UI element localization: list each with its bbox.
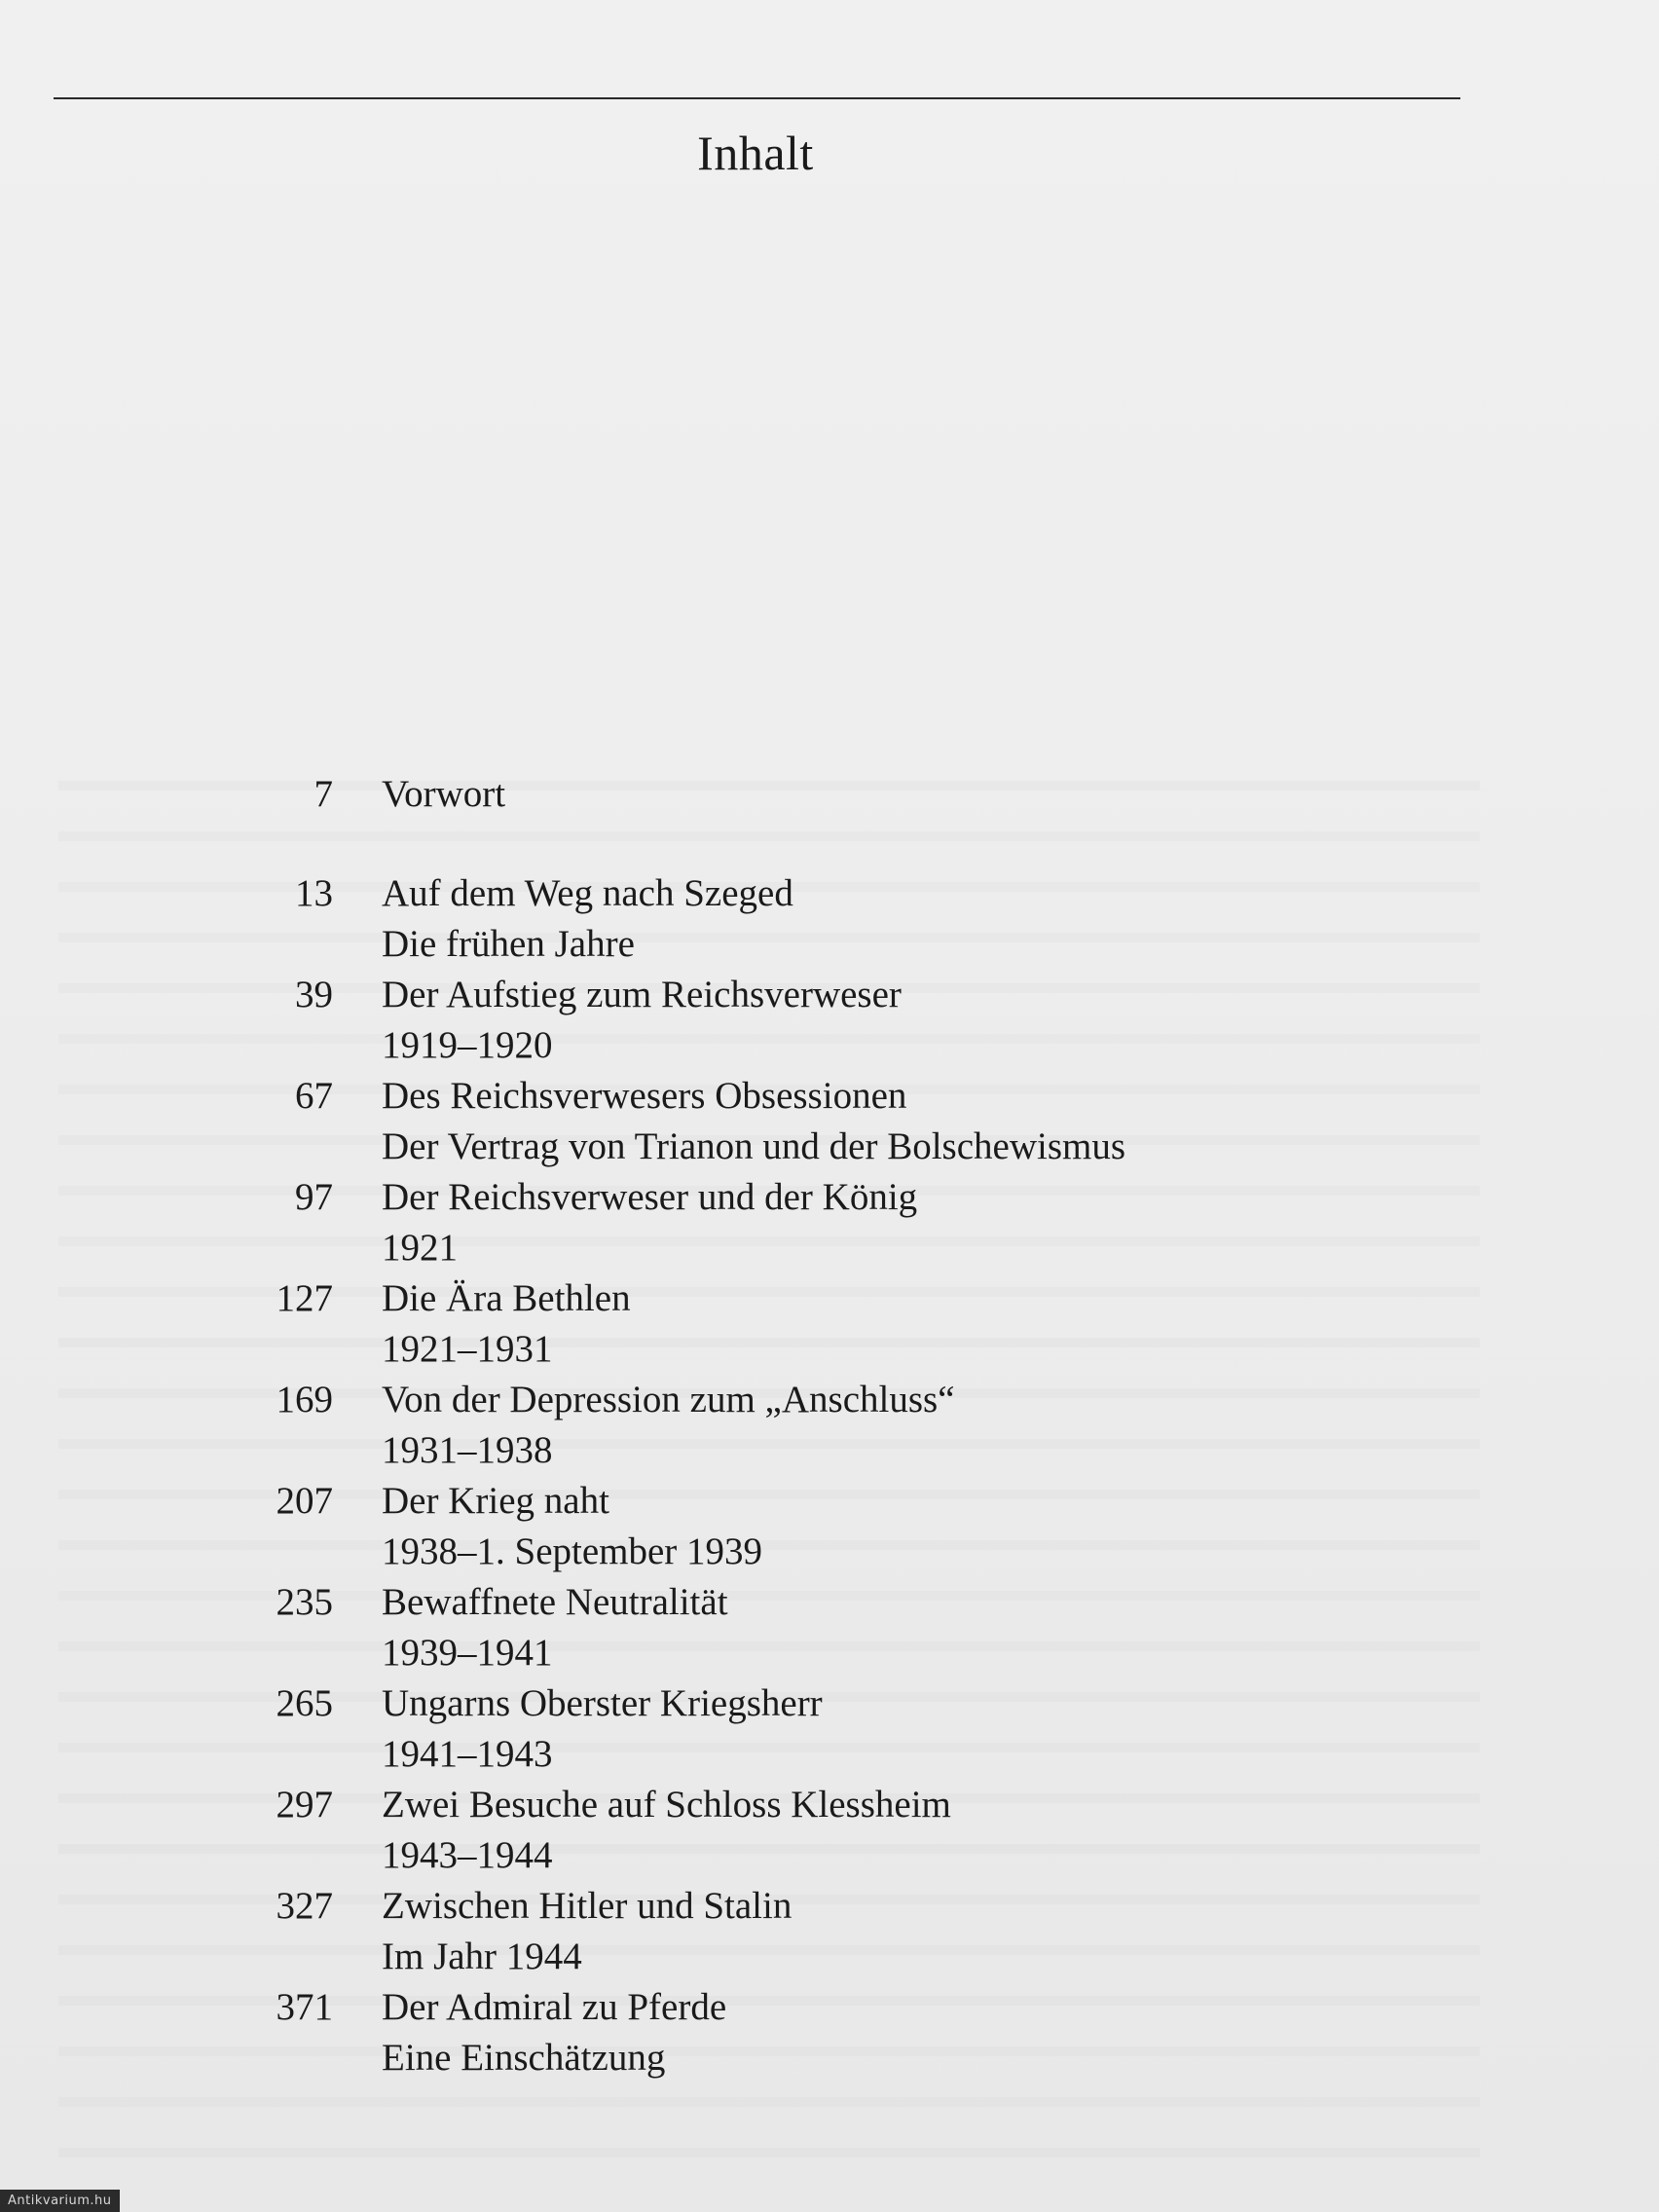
toc-entry [224,1172,1295,1273]
toc-entry [224,1476,1295,1577]
toc-entry [224,1375,1295,1476]
toc-entry [224,1071,1295,1172]
toc-chapter-title: Ungarns Oberster Kriegsherr [382,1682,823,1724]
toc-page-number: 39 [295,974,333,1015]
toc-entry-text [382,1982,726,2083]
toc-entry-text [382,1071,1125,1172]
toc-chapter-title: Auf dem Weg nach Szeged [382,872,793,914]
toc-entry-text [382,1577,728,1678]
toc-chapter-title: Zwischen Hitler und Stalin [382,1885,793,1927]
toc-chapter-subtitle: Eine Einschätzung [382,2037,666,2079]
toc-chapter-title: Zwei Besuche auf Schloss Klessheim [382,1784,951,1825]
toc-chapter-subtitle: 1939–1941 [382,1632,553,1674]
toc-entry [224,868,1295,970]
toc-entry-text [382,970,902,1071]
toc-entry-text [382,1172,917,1273]
toc-chapter-subtitle: 1931–1938 [382,1429,553,1471]
toc-chapter-subtitle: 1943–1944 [382,1834,553,1876]
toc-entry [224,970,1295,1071]
watermark: Antikvarium.hu [0,2190,120,2212]
toc-chapter-subtitle: Der Vertrag von Trianon und der Bolschewismus [382,1125,1126,1167]
toc-page-number: 13 [295,872,333,914]
toc-page-number: 169 [276,1379,333,1420]
toc-chapter-title: Vorwort [382,773,506,815]
toc-chapter-title: Bewaffnete Neutralität [382,1581,728,1623]
header-rule [54,97,1460,99]
toc-chapter-subtitle: 1919–1920 [382,1024,553,1066]
toc-page-number: 265 [276,1682,333,1724]
toc-entry-text [382,1780,951,1881]
toc-entry-text [382,1881,792,1982]
toc-page-number: 371 [276,1986,333,2028]
toc-entry [224,1881,1295,1982]
toc-chapter-subtitle: 1941–1943 [382,1733,553,1775]
toc-chapter-subtitle: 1921 [382,1227,458,1269]
toc-chapter-title: Von der Depression zum „Anschluss“ [382,1379,955,1420]
toc-page-number: 127 [276,1277,333,1319]
toc-chapter-title: Die Ära Bethlen [382,1277,631,1319]
toc-chapter-subtitle: Die frühen Jahre [382,923,635,965]
page-title: Inhalt [697,126,814,180]
toc-chapter-title: Der Reichsverweser und der König [382,1176,918,1218]
toc-entry [224,1678,1295,1780]
toc-chapter-subtitle: 1938–1. September 1939 [382,1530,763,1572]
toc-entry-text [382,1273,631,1375]
toc-entry [224,769,1295,820]
toc-entry-text [382,1375,955,1476]
toc-entry [224,1982,1295,2083]
toc-entry [224,1780,1295,1881]
toc-entry-text [382,1678,823,1780]
toc-page-number: 327 [276,1885,333,1927]
toc-page-number: 235 [276,1581,333,1623]
toc-entry-text [382,769,505,820]
toc-page-number: 297 [276,1784,333,1825]
table-of-contents [224,769,1295,2083]
toc-entry-text [382,868,793,970]
toc-entry [224,1577,1295,1678]
toc-chapter-title: Der Admiral zu Pferde [382,1986,727,2028]
toc-entry [224,1273,1295,1375]
toc-chapter-title: Der Krieg naht [382,1480,609,1522]
toc-page-number: 7 [313,773,333,815]
toc-chapter-title: Des Reichsverwesers Obsessionen [382,1075,907,1117]
toc-page-number: 97 [295,1176,333,1218]
toc-chapter-subtitle: Im Jahr 1944 [382,1936,582,1977]
toc-page-number: 67 [295,1075,333,1117]
toc-chapter-title: Der Aufstieg zum Reichsverweser [382,974,902,1015]
toc-chapter-subtitle: 1921–1931 [382,1328,553,1370]
toc-entry-text [382,1476,762,1577]
toc-page-number: 207 [276,1480,333,1522]
